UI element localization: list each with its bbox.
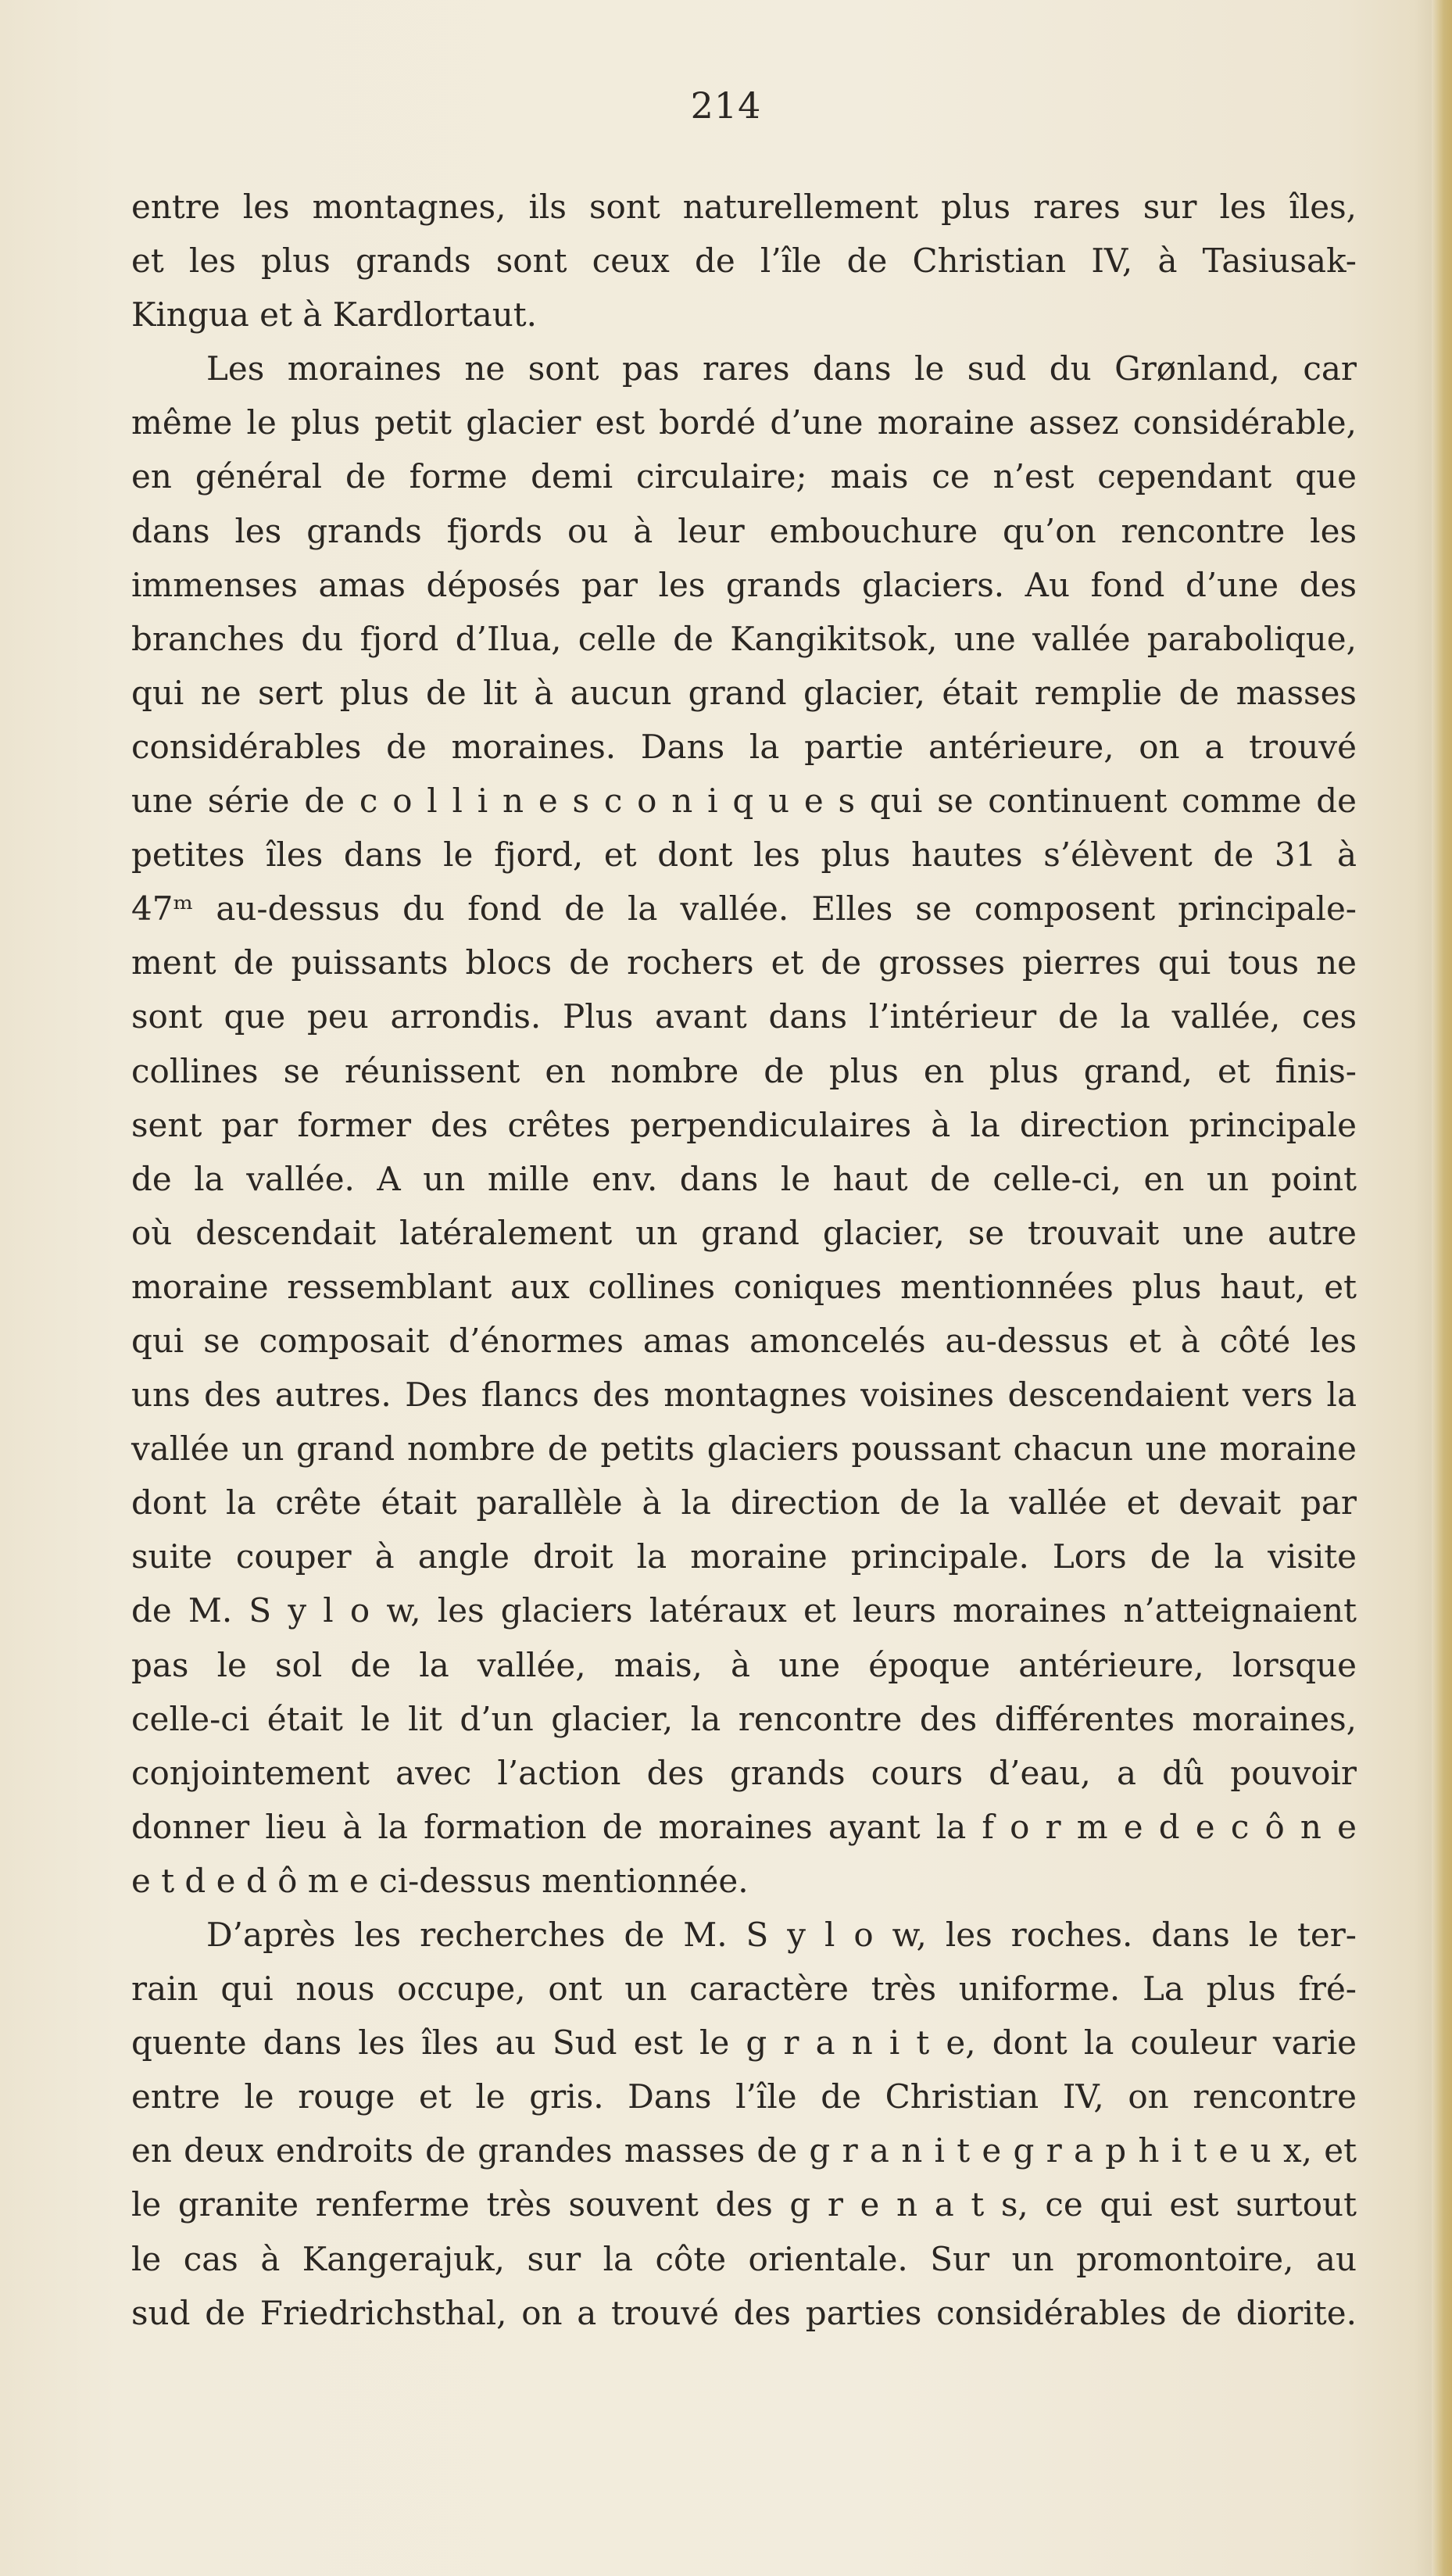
text-line: sont que peu arrondis. Plus avant dans l’intérieur de la vallée, ces	[131, 997, 1357, 1036]
page-number: 214	[690, 84, 762, 127]
text-line: collines se réunissent en nombre de plus en plus grand, et finis-	[131, 1051, 1357, 1090]
text-line: sud de Friedrichsthal, on a trouvé des parties considérables de diorite.	[131, 2293, 1357, 2332]
text-line: uns des autres. Des flancs des montagnes voisines descendaient vers la	[131, 1376, 1357, 1415]
text-line: quente dans les îles au Sud est le g r a n i t e, dont la couleur varie	[131, 2023, 1357, 2063]
text-line: rain qui nous occupe, ont un caractère très uniforme. La plus fré-	[131, 1970, 1357, 2009]
text-line: qui ne sert plus de lit à aucun grand glacier, était remplie de masses	[131, 673, 1357, 712]
text-line: en général de forme demi circulaire; mais ce n’est cependant que	[131, 457, 1357, 496]
page-edge-binding	[1432, 0, 1452, 2576]
text-line: entre le rouge et le gris. Dans l’île de Christian IV, on rencontre	[131, 2077, 1357, 2116]
text-line: Les moraines ne sont pas rares dans le sud du Grønland, car	[206, 349, 1357, 388]
text-line: sent par former des crêtes perpendiculaires à la direction principale	[131, 1105, 1357, 1144]
text-line: conjointement avec l’action des grands cours d’eau, a dû pouvoir	[131, 1753, 1357, 1792]
text-line: entre les montagnes, ils sont naturellement plus rares sur les îles,	[131, 188, 1357, 226]
text-line: celle-ci était le lit d’un glacier, la rencontre des différentes moraines,	[131, 1699, 1357, 1738]
text-line: vallée un grand nombre de petits glaciers poussant chacun une moraine	[131, 1429, 1357, 1469]
text-line: D’après les recherches de M. S y l o w, les roches. dans le ter-	[206, 1916, 1357, 1954]
text-line: pas le sol de la vallée, mais, à une époque antérieure, lorsque	[131, 1645, 1357, 1684]
text-line: de M. S y l o w, les glaciers latéraux et leurs moraines n’atteignaient	[131, 1591, 1357, 1630]
text-line: considérables de moraines. Dans la partie antérieure, on a trouvé	[131, 727, 1357, 766]
text-line: où descendait latéralement un grand glacier, se trouvait une autre	[131, 1213, 1357, 1252]
text-line: immenses amas déposés par les grands glaciers. Au fond d’une des	[131, 565, 1357, 604]
text-line: une série de c o l l i n e s c o n i q u e s qui se continuent comme de	[131, 782, 1357, 821]
text-line: donner lieu à la formation de moraines ayant la f o r m e d e c ô n e	[131, 1807, 1357, 1846]
text-line: e t d e d ô m e ci-dessus mentionnée.	[131, 1861, 749, 1900]
text-line: en deux endroits de grandes masses de g r a n i t e g r a p h i t e u x, et	[131, 2131, 1357, 2170]
text-line: 47ᵐ au-dessus du fond de la vallée. Elles se composent principale-	[131, 889, 1357, 928]
text-line: Kingua et à Kardlortaut.	[131, 295, 538, 335]
text-line: branches du fjord d’Ilua, celle de Kangikitsok, une vallée parabolique,	[131, 619, 1357, 658]
text-line: le granite renferme très souvent des g r e n a t s, ce qui est surtout	[131, 2185, 1357, 2224]
text-line: qui se composait d’énormes amas amoncelés au-dessus et à côté les	[131, 1321, 1357, 1360]
text-line: de la vallée. A un mille env. dans le haut de celle-ci, en un point	[131, 1159, 1357, 1198]
text-line: suite couper à angle droit la moraine principale. Lors de la visite	[131, 1537, 1357, 1576]
text-line: ment de puissants blocs de rochers et de grosses pierres qui tous ne	[131, 943, 1357, 982]
page-edge-shade	[1414, 0, 1432, 2576]
body-text	[131, 180, 1357, 2340]
text-line: dont la crête était parallèle à la direction de la vallée et devait par	[131, 1483, 1357, 1522]
text-line: dans les grands fjords ou à leur embouchure qu’on rencontre les	[131, 511, 1357, 550]
text-line: même le plus petit glacier est bordé d’une moraine assez considérable,	[131, 403, 1357, 442]
text-line: petites îles dans le fjord, et dont les plus hautes s’élèvent de 31 à	[131, 835, 1357, 875]
text-line: le cas à Kangerajuk, sur la côte orientale. Sur un promontoire, au	[131, 2239, 1357, 2278]
text-line: et les plus grands sont ceux de l’île de Christian IV, à Tasiusak-	[131, 242, 1357, 281]
text-line: moraine ressemblant aux collines coniques mentionnées plus haut, et	[131, 1267, 1357, 1306]
